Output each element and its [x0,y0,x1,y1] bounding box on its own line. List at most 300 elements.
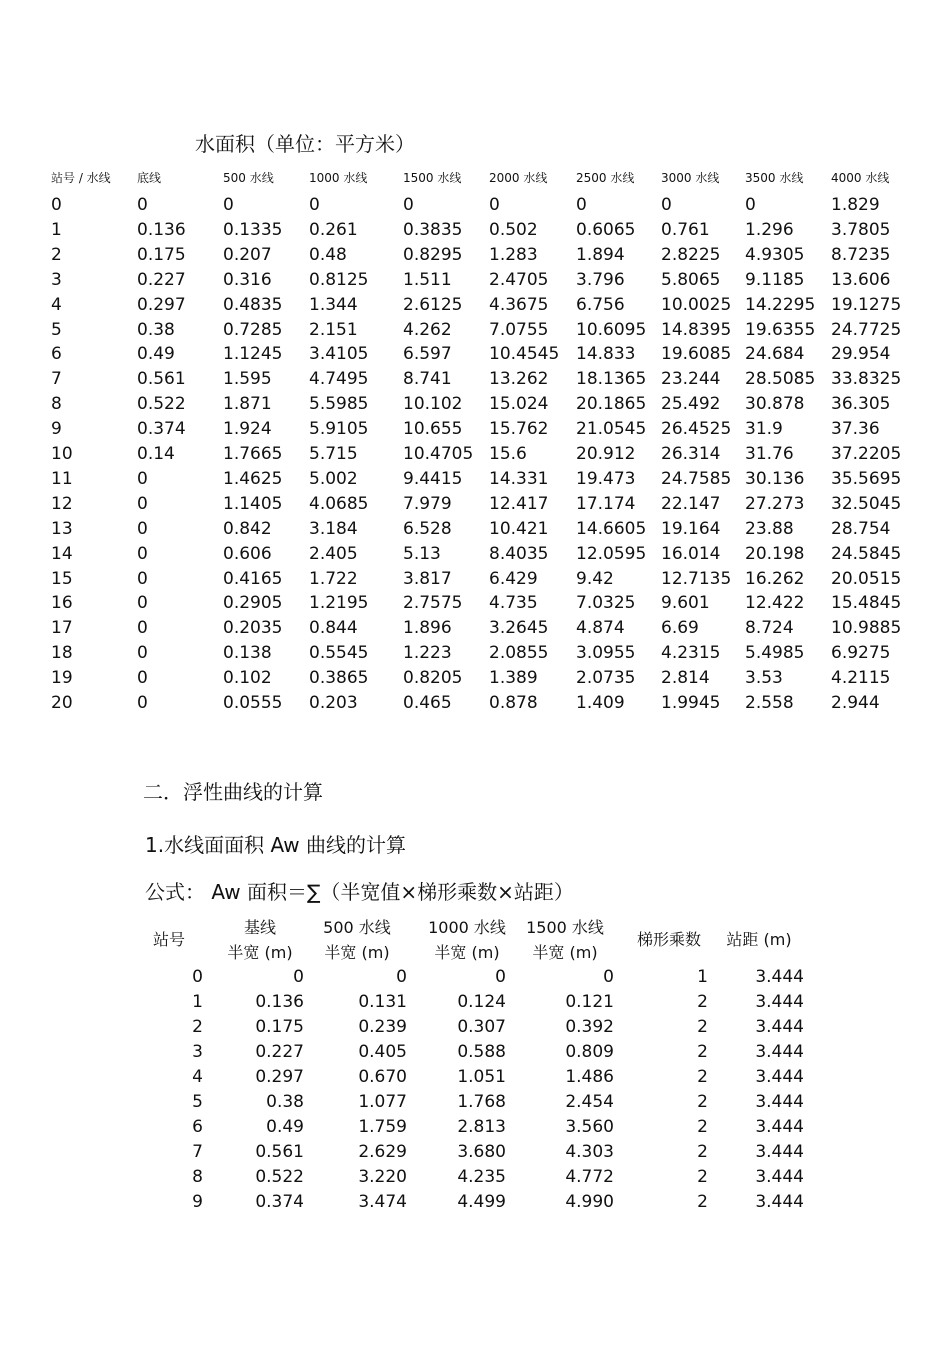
halfwidth-table-header [205,915,315,965]
area-table-cell: 1.894 [576,244,625,265]
halfwidth-table-cell: 2 [697,1117,708,1137]
halfwidth-table-cell: 2.629 [358,1142,407,1162]
area-table-cell: 1.296 [745,219,794,240]
halfwidth-table-cell: 3.474 [358,1192,407,1212]
area-table-cell: 13.262 [489,369,549,390]
area-table-cell: 8 [51,394,62,415]
area-table-cell: 4.262 [403,319,452,340]
area-table-cell: 20.198 [745,543,805,564]
area-table-cell: 0.1335 [223,219,283,240]
area-table-cell: 12 [51,493,73,514]
halfwidth-table-cell: 1.077 [358,1092,407,1112]
area-table-cell: 4.7495 [309,369,369,390]
header-line-1: 500 水线 [323,918,391,937]
area-table-cell: 4.0685 [309,493,369,514]
area-table-cell: 27.273 [745,493,805,514]
area-table-cell: 12.0595 [576,543,647,564]
area-table-cell: 0 [137,643,148,664]
halfwidth-table-cell: 2 [697,1192,708,1212]
area-table-cell: 19.473 [576,468,636,489]
area-table-cell: 0.136 [137,219,186,240]
halfwidth-table-cell: 3.444 [755,1117,804,1137]
area-table-cell: 18.1365 [576,369,647,390]
area-table-cell: 2.0855 [489,643,549,664]
halfwidth-table-cell: 3.444 [755,992,804,1012]
area-table-cell: 2.8225 [661,244,721,265]
area-table-cell: 30.136 [745,468,805,489]
area-table-cell: 0.842 [223,518,272,539]
area-table-cell: 1.2195 [309,593,369,614]
area-table-cell: 10.4705 [403,444,474,464]
area-table-cell: 14.833 [576,344,636,365]
halfwidth-table-cell: 3 [192,1042,203,1062]
area-table-cell: 5 [51,319,62,340]
area-table-cell: 9 [51,419,62,440]
area-table-cell: 0 [403,195,414,215]
area-table-cell: 0.844 [309,618,358,639]
header-line-1: 梯形乘数 [636,930,701,949]
area-table-cell: 32.5045 [831,493,902,514]
halfwidth-table-cell: 0.121 [565,992,614,1012]
area-table-cell: 0 [137,493,148,514]
area-table-header: 站号 / 水线 [51,171,111,185]
area-table-cell: 30.878 [745,394,805,415]
halfwidth-table-cell: 4.990 [565,1192,614,1212]
area-table-cell: 1.829 [831,195,880,215]
area-table-cell: 37.2205 [831,444,902,464]
area-table-cell: 3.0955 [576,643,636,664]
area-table-cell: 4.2315 [661,643,721,664]
halfwidth-table-cell: 2 [697,1092,708,1112]
area-table-cell: 25.492 [661,394,721,415]
area-table-cell: 6.429 [489,568,538,589]
area-table-cell: 2 [51,244,62,265]
area-table-cell: 4 [51,294,62,315]
area-table-cell: 3.184 [309,518,358,539]
halfwidth-table-cell: 0 [603,967,614,987]
area-table-cell: 6 [51,344,62,365]
area-table-cell: 9.4415 [403,468,463,489]
area-table-cell: 14 [51,543,73,564]
area-table-cell: 1.1245 [223,344,283,365]
area-table-header: 3000 水线 [661,171,720,185]
header-line-1: 1000 水线 [428,918,506,937]
halfwidth-table-header [412,915,522,965]
area-table-cell: 0 [137,518,148,539]
halfwidth-table-cell: 4.499 [457,1192,506,1212]
halfwidth-table-cell: 0 [293,967,304,987]
area-table-cell: 0.227 [137,269,186,290]
halfwidth-table-cell: 2 [697,1017,708,1037]
area-table-cell: 0.14 [137,444,175,464]
area-table-cell: 3.2645 [489,618,549,639]
area-table-cell: 8.4035 [489,543,549,564]
header-line-1: 站距 (m) [726,930,792,949]
area-table-cell: 7.0325 [576,593,636,614]
halfwidth-table-header [704,927,814,952]
area-table-header: 2000 水线 [489,171,548,185]
area-table-title: 水面积（单位：平方米） [195,132,415,156]
area-table-cell: 0 [745,195,756,215]
area-table-cell: 0 [137,693,148,713]
area-table-cell: 14.6605 [576,518,647,539]
area-table-cell: 0.2035 [223,618,283,639]
area-table-cell: 1.871 [223,394,272,415]
area-table-cell: 0 [137,195,148,215]
area-table-header: 500 水线 [223,171,274,185]
area-table-cell: 0.561 [137,369,186,390]
halfwidth-table-cell: 9 [192,1192,203,1212]
area-table-cell: 0.7285 [223,319,283,340]
halfwidth-table-cell: 2.813 [457,1117,506,1137]
area-table-cell: 0 [309,195,320,215]
area-table-cell: 13 [51,518,73,539]
halfwidth-table-cell: 0.49 [266,1117,304,1137]
halfwidth-table-cell: 0.227 [255,1042,304,1062]
area-table-cell: 6.756 [576,294,625,315]
area-table-cell: 3 [51,269,62,290]
area-table-cell: 1.409 [576,693,625,713]
area-table-cell: 21.0545 [576,419,647,440]
halfwidth-table-cell: 0.392 [565,1017,614,1037]
area-table-cell: 14.331 [489,468,549,489]
area-table-cell: 0.522 [137,394,186,415]
area-table-cell: 33.8325 [831,369,902,390]
area-table-cell: 6.528 [403,518,452,539]
halfwidth-table-cell: 2 [697,992,708,1012]
area-table-cell: 0.102 [223,668,272,689]
area-table-cell: 5.002 [309,468,358,489]
area-table-cell: 29.954 [831,344,891,365]
area-table-cell: 2.151 [309,319,358,340]
area-table-cell: 1.722 [309,568,358,589]
area-table-cell: 16 [51,593,73,614]
area-table-cell: 9.601 [661,593,710,614]
halfwidth-table-cell: 0.307 [457,1017,506,1037]
header-line-1: 站号 [152,930,185,949]
halfwidth-table-cell: 0 [495,967,506,987]
halfwidth-table-cell: 0.809 [565,1042,614,1062]
area-table-cell: 2.4705 [489,269,549,290]
area-table-cell: 7.0755 [489,319,549,340]
formula-text: 公式： Aw 面积＝∑（半宽值×梯形乘数×站距） [145,880,574,904]
area-table-cell: 5.5985 [309,394,369,415]
halfwidth-table-cell: 0.588 [457,1042,506,1062]
area-table-cell: 17 [51,618,73,639]
area-table-cell: 10.4545 [489,344,560,365]
halfwidth-table-cell: 2 [192,1017,203,1037]
area-table-cell: 0 [51,195,62,215]
halfwidth-table-cell: 0 [396,967,407,987]
area-table-cell: 3.7805 [831,219,891,240]
area-table-cell: 2.405 [309,543,358,564]
area-table-cell: 11 [51,468,73,489]
area-table-cell: 0.175 [137,244,186,265]
area-table-cell: 23.244 [661,369,721,390]
halfwidth-table-cell: 3.560 [565,1117,614,1137]
area-table-cell: 2.558 [745,693,794,713]
area-table-cell: 6.597 [403,344,452,365]
area-table-cell: 12.417 [489,493,549,514]
halfwidth-table-cell: 0.38 [266,1092,304,1112]
area-table-cell: 1.924 [223,419,272,440]
halfwidth-table-cell: 1 [697,967,708,987]
area-table-cell: 0 [576,195,587,215]
area-table-cell: 16.014 [661,543,721,564]
halfwidth-table-cell: 1.759 [358,1117,407,1137]
area-table-cell: 5.715 [309,444,358,464]
halfwidth-table-cell: 0.131 [358,992,407,1012]
area-table-cell: 0.502 [489,219,538,240]
area-table-cell: 0 [661,195,672,215]
area-table-cell: 5.9105 [309,419,369,440]
halfwidth-table-cell: 3.444 [755,1067,804,1087]
area-table-cell: 0.465 [403,693,452,713]
header-line-2: 半宽 (m) [532,943,598,962]
area-table-cell: 8.7235 [831,244,891,265]
area-table-cell: 0.138 [223,643,272,664]
area-table-cell: 23.88 [745,518,794,539]
area-table-cell: 12.422 [745,593,805,614]
area-table-cell: 3.53 [745,668,783,689]
halfwidth-table-cell: 3.444 [755,1142,804,1162]
area-table-cell: 1.896 [403,618,452,639]
area-table-cell: 1.223 [403,643,452,664]
area-table-cell: 0.761 [661,219,710,240]
section-heading: 二．浮性曲线的计算 [143,780,323,804]
area-table-cell: 10.655 [403,419,463,440]
area-table-cell: 20.1865 [576,394,647,415]
halfwidth-table-cell: 3.680 [457,1142,506,1162]
area-table-cell: 10.6095 [576,319,647,340]
area-table-cell: 9.42 [576,568,614,589]
area-table-cell: 0.48 [309,244,347,265]
area-table-cell: 20.0515 [831,568,902,589]
area-table-cell: 18 [51,643,73,664]
area-table-cell: 3.4105 [309,344,369,365]
area-table-cell: 26.314 [661,444,721,464]
area-table-cell: 0 [223,195,234,215]
area-table-header: 4000 水线 [831,171,890,185]
area-table-cell: 10 [51,444,73,464]
area-table-cell: 15.6 [489,444,527,464]
area-table-cell: 8.741 [403,369,452,390]
halfwidth-table-cell: 3.444 [755,1092,804,1112]
area-table-cell: 2.7575 [403,593,463,614]
header-line-2: 半宽 (m) [324,943,390,962]
halfwidth-table-header [302,915,412,965]
area-table-cell: 0 [137,668,148,689]
area-table-cell: 0.0555 [223,693,283,713]
area-table-cell: 19.6355 [745,319,816,340]
area-table-cell: 3.817 [403,568,452,589]
halfwidth-table-cell: 1.051 [457,1067,506,1087]
halfwidth-table-cell: 4.303 [565,1142,614,1162]
area-table-cell: 2.0735 [576,668,636,689]
halfwidth-table-cell: 6 [192,1117,203,1137]
area-table-cell: 0 [137,618,148,639]
area-table-cell: 15.024 [489,394,549,415]
area-table-cell: 5.4985 [745,643,805,664]
halfwidth-table-cell: 3.444 [755,1167,804,1187]
area-table-cell: 16.262 [745,568,805,589]
area-table-cell: 15 [51,568,73,589]
area-table-cell: 0.3865 [309,668,369,689]
area-table-cell: 0 [137,543,148,564]
area-table-cell: 5.8065 [661,269,721,290]
area-table-cell: 0.38 [137,319,175,340]
area-table-cell: 15.762 [489,419,549,440]
area-table-header: 底线 [137,171,162,185]
halfwidth-table-cell: 1.768 [457,1092,506,1112]
area-table-cell: 17.174 [576,493,636,514]
halfwidth-table-cell: 0.239 [358,1017,407,1037]
area-table-cell: 2.944 [831,693,880,713]
area-table-cell: 36.305 [831,394,891,415]
area-table-cell: 0.606 [223,543,272,564]
area-table-cell: 0.6065 [576,219,636,240]
area-table-cell: 0 [137,568,148,589]
area-table-cell: 24.7585 [661,468,732,489]
halfwidth-table-cell: 0.124 [457,992,506,1012]
area-table-cell: 20.912 [576,444,636,464]
area-table-cell: 24.684 [745,344,805,365]
area-table-cell: 19 [51,668,73,689]
area-table-cell: 6.69 [661,618,699,639]
halfwidth-table-cell: 4.772 [565,1167,614,1187]
halfwidth-table-cell: 0.561 [255,1142,304,1162]
area-table-cell: 24.5845 [831,543,902,564]
header-line-2: 半宽 (m) [227,943,293,962]
subsection-heading: 1.水线面面积 Aw 曲线的计算 [145,833,407,857]
area-table-cell: 6.9275 [831,643,891,664]
area-table-header: 3500 水线 [745,171,804,185]
area-table-cell: 4.735 [489,593,538,614]
header-line-2: 半宽 (m) [434,943,500,962]
area-table-cell: 0.297 [137,294,186,315]
halfwidth-table-cell: 5 [192,1092,203,1112]
halfwidth-table-cell: 2 [697,1167,708,1187]
area-table-cell: 0.207 [223,244,272,265]
halfwidth-table-cell: 0.670 [358,1067,407,1087]
halfwidth-table-cell: 0.175 [255,1017,304,1037]
area-table-cell: 37.36 [831,419,880,440]
halfwidth-table-cell: 1.486 [565,1067,614,1087]
area-table-cell: 0.374 [137,419,186,440]
area-table-cell: 1.4625 [223,468,283,489]
halfwidth-table-cell: 3.220 [358,1167,407,1187]
area-table-cell: 10.421 [489,518,549,539]
area-table-cell: 0.8205 [403,668,463,689]
area-table-cell: 14.8395 [661,319,732,340]
area-table-cell: 26.4525 [661,419,732,440]
halfwidth-table-header [510,915,620,965]
area-table-cell: 4.2115 [831,668,891,689]
area-table-cell: 1.7665 [223,444,283,464]
header-line-1: 1500 水线 [526,918,604,937]
area-table-cell: 10.102 [403,394,463,415]
area-table-cell: 0 [137,468,148,489]
halfwidth-table-cell: 0.374 [255,1192,304,1212]
area-table-cell: 1.283 [489,244,538,265]
area-table-cell: 4.3675 [489,294,549,315]
area-table-cell: 7 [51,369,62,390]
area-table-cell: 0.2905 [223,593,283,614]
halfwidth-table-cell: 2 [697,1067,708,1087]
halfwidth-table-cell: 3.444 [755,1042,804,1062]
area-table-cell: 31.9 [745,419,783,440]
area-table-cell: 0.4835 [223,294,283,315]
area-table-cell: 24.7725 [831,319,902,340]
area-table-cell: 0.5545 [309,643,369,664]
area-table-cell: 12.7135 [661,568,732,589]
area-table-cell: 15.4845 [831,593,902,614]
area-table-cell: 10.9885 [831,618,902,639]
halfwidth-table-cell: 1 [192,992,203,1012]
area-table-cell: 0.261 [309,219,358,240]
area-table-cell: 0.49 [137,344,175,365]
area-table-cell: 2.814 [661,668,710,689]
area-table-cell: 7.979 [403,493,452,514]
area-table-cell: 0.203 [309,693,358,713]
halfwidth-table-cell: 3.444 [755,1017,804,1037]
halfwidth-table-cell: 2 [697,1042,708,1062]
header-line-1: 基线 [243,918,276,937]
halfwidth-table-cell: 0 [192,967,203,987]
area-table-cell: 0 [137,593,148,614]
halfwidth-table-cell: 8 [192,1167,203,1187]
area-table-cell: 0.8125 [309,269,369,290]
area-table-cell: 3.796 [576,269,625,290]
area-table-cell: 1.389 [489,668,538,689]
area-table-cell: 5.13 [403,543,441,564]
area-table-cell: 35.5695 [831,468,902,489]
area-table-cell: 0.4165 [223,568,283,589]
halfwidth-table-cell: 7 [192,1142,203,1162]
area-table-cell: 9.1185 [745,269,805,290]
area-table-header: 1500 水线 [403,171,462,185]
area-table-cell: 10.0025 [661,294,732,315]
area-table-cell: 28.5085 [745,369,816,390]
area-table-cell: 13.606 [831,269,891,290]
area-table-cell: 2.6125 [403,294,463,315]
halfwidth-table-cell: 3.444 [755,1192,804,1212]
area-table-cell: 0.3835 [403,219,463,240]
area-table-cell: 1.1405 [223,493,283,514]
area-table-cell: 20 [51,693,73,713]
area-table-cell: 19.164 [661,518,721,539]
halfwidth-table-cell: 0.522 [255,1167,304,1187]
area-table-cell: 4.9305 [745,244,805,265]
area-table-cell: 0.316 [223,269,272,290]
halfwidth-table-cell: 4 [192,1067,203,1087]
halfwidth-table-cell: 0.136 [255,992,304,1012]
area-table-cell: 19.1275 [831,294,902,315]
halfwidth-table-cell: 2.454 [565,1092,614,1112]
area-table-cell: 1.344 [309,294,358,315]
halfwidth-table-cell: 3.444 [755,967,804,987]
halfwidth-table-cell: 0.297 [255,1067,304,1087]
area-table-cell: 0 [489,195,500,215]
area-table-cell: 0.878 [489,693,538,713]
area-table-header: 2500 水线 [576,171,635,185]
halfwidth-table-cell: 0.405 [358,1042,407,1062]
area-table-cell: 31.76 [745,444,794,464]
area-table-cell: 19.6085 [661,344,732,365]
area-table-cell: 1.9945 [661,693,721,713]
area-table-cell: 1.511 [403,269,452,290]
halfwidth-table-cell: 4.235 [457,1167,506,1187]
